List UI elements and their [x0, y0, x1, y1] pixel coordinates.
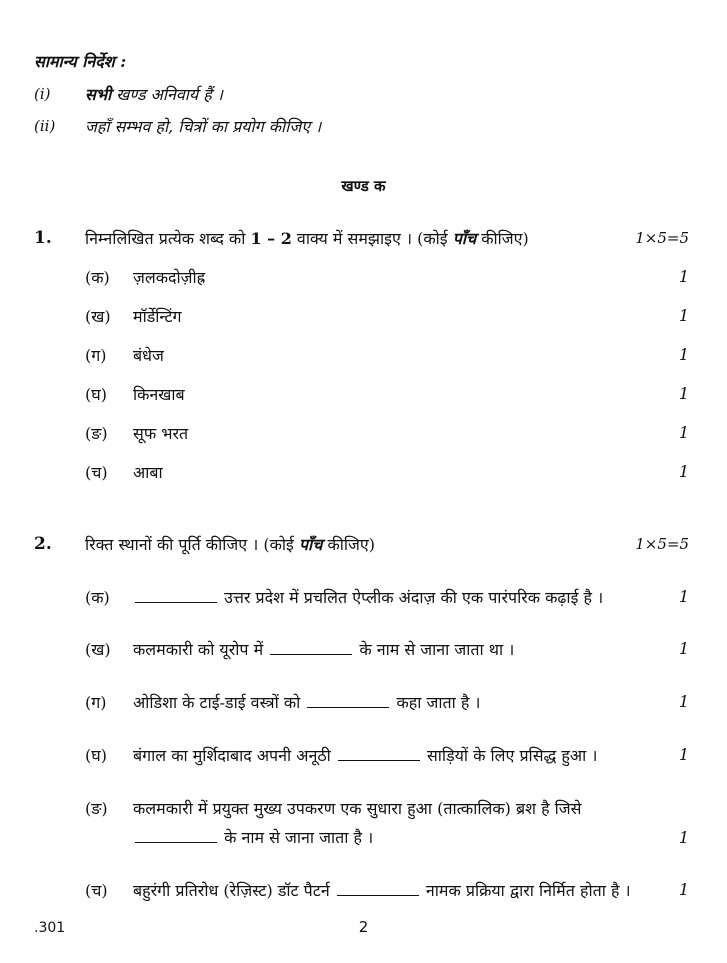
question-text-part: रिक्त स्थानों की पूर्ति कीजिए । (कोई — [85, 535, 299, 554]
question-number: 2. — [34, 534, 52, 554]
fill-blank — [307, 691, 389, 708]
item-label: (घ) — [85, 385, 107, 404]
item-mark: 1 — [678, 745, 689, 764]
question-marks: 1×5=5 — [635, 229, 689, 247]
question-text-part: निम्नलिखित प्रत्येक शब्द को — [85, 229, 251, 248]
item-mark: 1 — [678, 423, 689, 442]
question-marks: 1×5=5 — [635, 535, 689, 553]
item-mark: 1 — [678, 828, 689, 847]
item-text: बंधेज — [133, 346, 164, 365]
fill-blank — [135, 826, 217, 843]
instruction-rest: खण्ड अनिवार्य हैं । — [111, 85, 223, 104]
instruction-text: जहाँ सम्भव हो, चित्रों का प्रयोग कीजिए । — [85, 117, 322, 136]
item-text: ज़लकदोज़ीह्र — [133, 268, 206, 287]
question-text-part: वाक्य में समझाइए । (कोई — [291, 229, 453, 248]
item-mark: 1 — [678, 345, 689, 364]
fill-blank — [270, 638, 352, 655]
item-text — [133, 638, 514, 660]
text-after: कहा जाता है । — [391, 693, 481, 712]
item-label: (ङ) — [85, 424, 108, 443]
text-after: साड़ियों के लिए प्रसिद्ध हुआ । — [421, 746, 598, 765]
item-label: (ग) — [85, 346, 107, 365]
item-text: आबा — [133, 463, 163, 482]
item-label: (क) — [85, 588, 110, 607]
item-label: (क) — [85, 268, 110, 287]
fill-blank — [135, 586, 217, 603]
text-after: उत्तर प्रदेश में प्रचलित ऐप्लीक अंदाज़ की एक पारंपरिक कढ़ाई है । — [219, 588, 604, 607]
fill-blank — [338, 744, 420, 761]
text-before: बंगाल का मुर्शिदाबाद अपनी अनूठी — [133, 746, 336, 765]
item-label: (ख) — [85, 640, 111, 659]
text-after: के नाम से जाना जाता है । — [219, 828, 374, 847]
item-mark: 1 — [678, 462, 689, 481]
item-mark: 1 — [678, 384, 689, 403]
instruction-number: (ii) — [34, 117, 56, 135]
text-before: कलमकारी को यूरोप में — [133, 640, 269, 659]
text-after: नामक प्रक्रिया द्वारा निर्मित होता है । — [420, 881, 631, 900]
instructions-heading: सामान्य निर्देश : — [34, 52, 127, 71]
sentence-range: 1 – 2 — [250, 229, 292, 248]
question-number: 1. — [34, 228, 52, 248]
emphasis-five: पाँच — [452, 229, 477, 248]
section-title: खण्ड क — [341, 177, 386, 195]
item-mark: 1 — [678, 639, 689, 658]
item-text — [133, 879, 631, 901]
text-before: बहुरंगी प्रतिरोध (रेज़िस्ट) डॉट पैटर्न — [133, 881, 335, 900]
item-text: सूफ भरत — [133, 424, 189, 443]
item-text: किनखाब — [133, 385, 185, 404]
item-label: (ग) — [85, 693, 107, 712]
item-label: (च) — [85, 881, 108, 900]
item-label: (ख) — [85, 307, 111, 326]
question-text-part: कीजिए) — [322, 535, 375, 554]
item-text — [133, 744, 597, 766]
item-text — [133, 691, 481, 713]
fill-blank — [337, 879, 419, 896]
text-after: के नाम से जाना जाता था । — [354, 640, 515, 659]
item-text-line1: कलमकारी में प्रयुक्त मुख्य उपकरण एक सुधारा हुआ (तात्कालिक) ब्रश है जिसे — [133, 799, 582, 818]
item-label: (घ) — [85, 746, 107, 765]
instruction-number: (i) — [34, 85, 51, 103]
text-before: ओडिशा के टाई-डाई वस्त्रों को — [133, 693, 306, 712]
instruction-emphasis: सभी — [85, 85, 112, 104]
emphasis-five: पाँच — [298, 535, 323, 554]
page-number: 2 — [358, 918, 369, 936]
item-text: मॉर्डेन्टिंग — [133, 307, 182, 326]
question-text — [85, 533, 375, 555]
question-text-part: कीजिए) — [476, 229, 529, 248]
item-mark: 1 — [678, 267, 689, 286]
item-mark: 1 — [678, 306, 689, 325]
item-label: (च) — [85, 463, 108, 482]
paper-code: .301 — [34, 920, 66, 936]
item-label: (ङ) — [85, 799, 108, 818]
instruction-text — [85, 83, 223, 105]
item-text — [133, 586, 603, 608]
item-mark: 1 — [678, 692, 689, 711]
item-text-line2 — [133, 826, 373, 848]
question-text — [85, 227, 529, 249]
item-mark: 1 — [678, 880, 689, 899]
item-mark: 1 — [678, 587, 689, 606]
